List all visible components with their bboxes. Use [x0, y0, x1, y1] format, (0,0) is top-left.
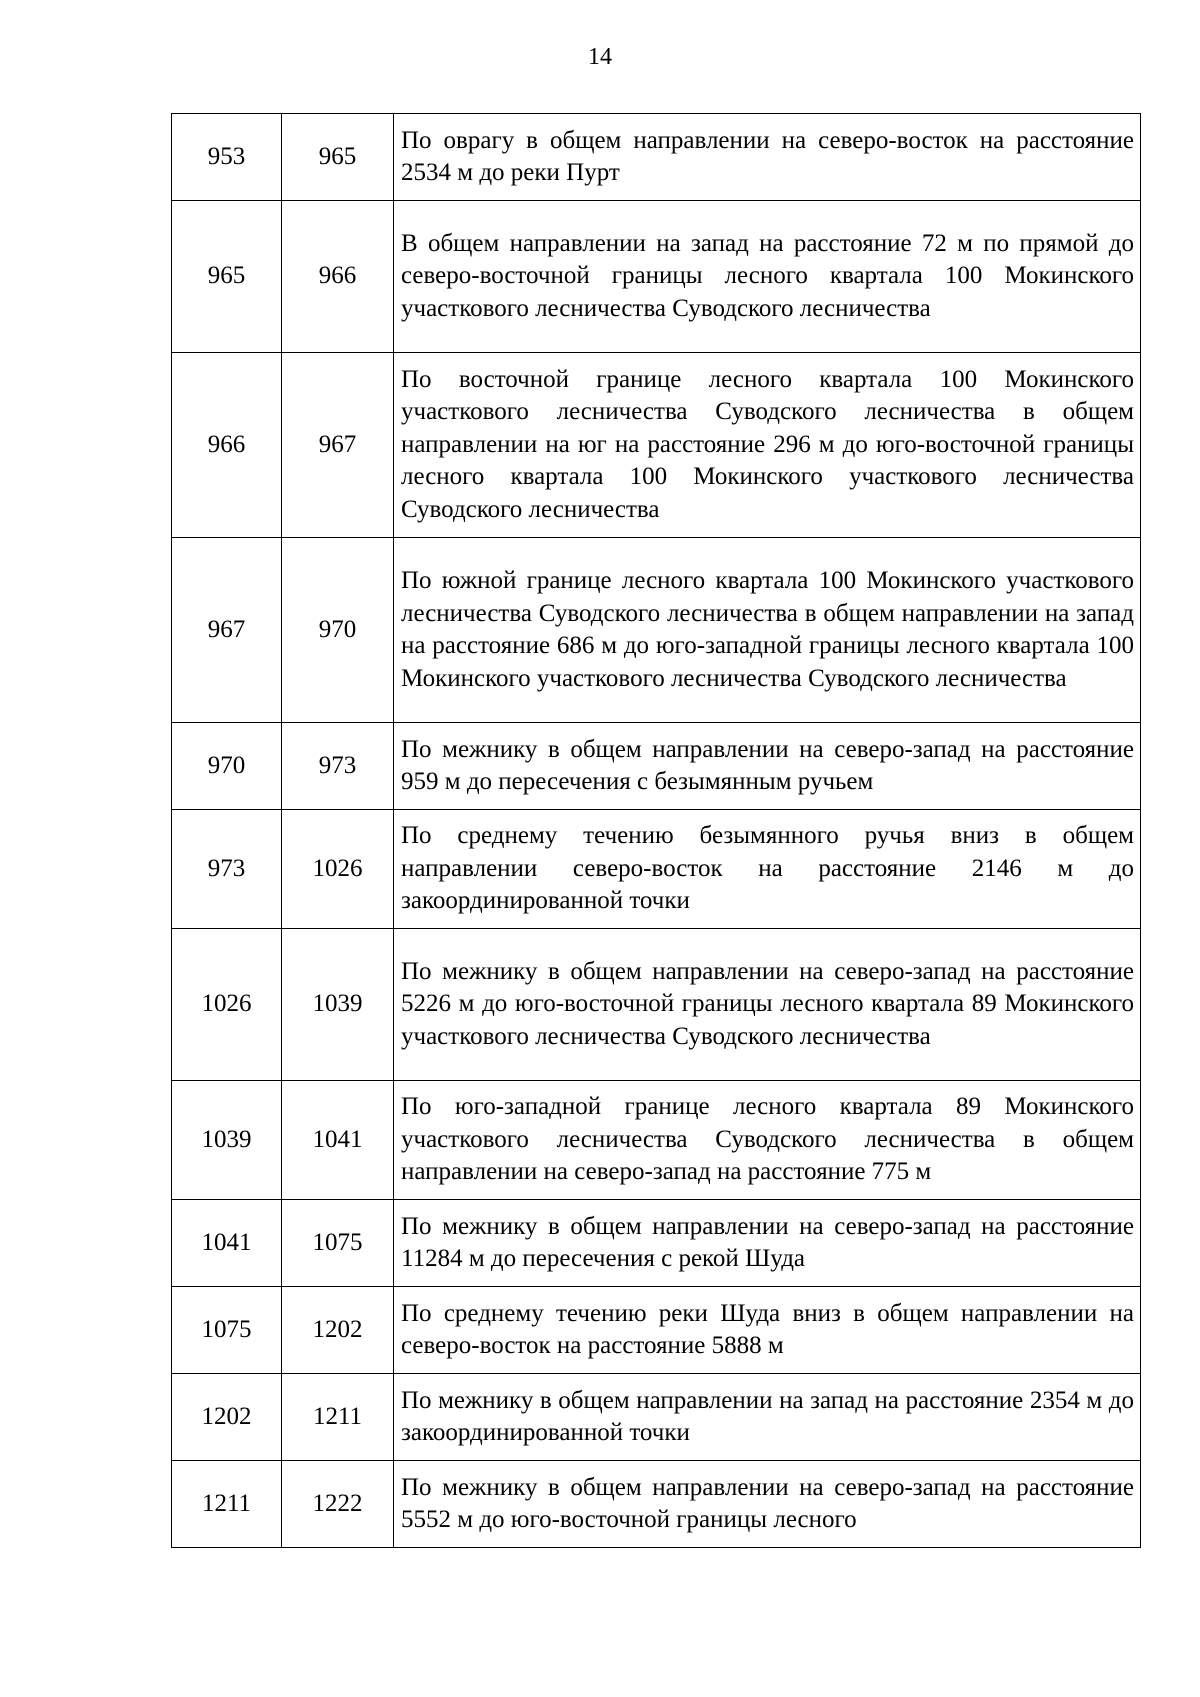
table-row — [172, 201, 1141, 353]
from-point: 1039 — [172, 1081, 282, 1200]
boundary-description: По южной границе лесного квартала 100 Мокинского участкового лесничества Суводского лесничества в общем направлении на запад на расстояние 686 м до юго-западной границы лесного квартала 100 Мокинского участкового лесничества Суводского лесничества — [394, 538, 1141, 723]
from-point: 1075 — [172, 1287, 282, 1374]
from-point: 953 — [172, 114, 282, 201]
to-point: 1039 — [282, 929, 394, 1081]
boundary-description: По юго-западной границе лесного квартала 89 Мокинского участкового лесничества Суводского лесничества в общем направлении на северо-запад на расстояние 775 м — [394, 1081, 1141, 1200]
from-point: 970 — [172, 723, 282, 810]
boundary-description: По межнику в общем направлении на северо-запад на расстояние 11284 м до пересечения с рекой Шуда — [394, 1200, 1141, 1287]
table-row — [172, 114, 1141, 201]
page-number: 14 — [588, 44, 612, 70]
from-point: 965 — [172, 201, 282, 353]
to-point: 1026 — [282, 810, 394, 929]
to-point: 1202 — [282, 1287, 394, 1374]
boundary-description: По межнику в общем направлении на северо-запад на расстояние 959 м до пересечения с безымянным ручьем — [394, 723, 1141, 810]
boundary-description: В общем направлении на запад на расстояние 72 м по прямой до северо-восточной границы лесного квартала 100 Мокинского участкового лесничества Суводского лесничества — [394, 201, 1141, 353]
from-point: 973 — [172, 810, 282, 929]
table-row — [172, 929, 1141, 1081]
to-point: 970 — [282, 538, 394, 723]
boundary-description: По межнику в общем направлении на северо-запад на расстояние 5552 м до юго-восточной границы лесного — [394, 1461, 1141, 1548]
to-point: 1041 — [282, 1081, 394, 1200]
to-point: 965 — [282, 114, 394, 201]
to-point: 1211 — [282, 1374, 394, 1461]
table-row — [172, 1200, 1141, 1287]
boundary-description: По восточной границе лесного квартала 100 Мокинского участкового лесничества Суводского лесничества в общем направлении на юг на расстояние 296 м до юго-восточной границы лесного квартала 100 Мокинского участкового лесничества Суводского лесничества — [394, 353, 1141, 538]
to-point: 967 — [282, 353, 394, 538]
boundary-description: По среднему течению реки Шуда вниз в общем направлении на северо-восток на расстояние 5888 м — [394, 1287, 1141, 1374]
table-row — [172, 1081, 1141, 1200]
boundary-description-table — [171, 113, 1141, 1548]
to-point: 1222 — [282, 1461, 394, 1548]
to-point: 973 — [282, 723, 394, 810]
from-point: 1202 — [172, 1374, 282, 1461]
from-point: 1211 — [172, 1461, 282, 1548]
boundary-description: По среднему течению безымянного ручья вниз в общем направлении северо-восток на расстояние 2146 м до закоординированной точки — [394, 810, 1141, 929]
table-row — [172, 1374, 1141, 1461]
to-point: 1075 — [282, 1200, 394, 1287]
boundary-description: По межнику в общем направлении на северо-запад на расстояние 5226 м до юго-восточной границы лесного квартала 89 Мокинского участкового лесничества Суводского лесничества — [394, 929, 1141, 1081]
from-point: 966 — [172, 353, 282, 538]
from-point: 1026 — [172, 929, 282, 1081]
boundary-description: По оврагу в общем направлении на северо-восток на расстояние 2534 м до реки Пурт — [394, 114, 1141, 201]
to-point: 966 — [282, 201, 394, 353]
from-point: 1041 — [172, 1200, 282, 1287]
from-point: 967 — [172, 538, 282, 723]
table-row — [172, 1287, 1141, 1374]
table-row — [172, 353, 1141, 538]
table-row — [172, 723, 1141, 810]
table-row — [172, 810, 1141, 929]
table-row — [172, 1461, 1141, 1548]
table-row — [172, 538, 1141, 723]
boundary-description: По межнику в общем направлении на запад на расстояние 2354 м до закоординированной точки — [394, 1374, 1141, 1461]
